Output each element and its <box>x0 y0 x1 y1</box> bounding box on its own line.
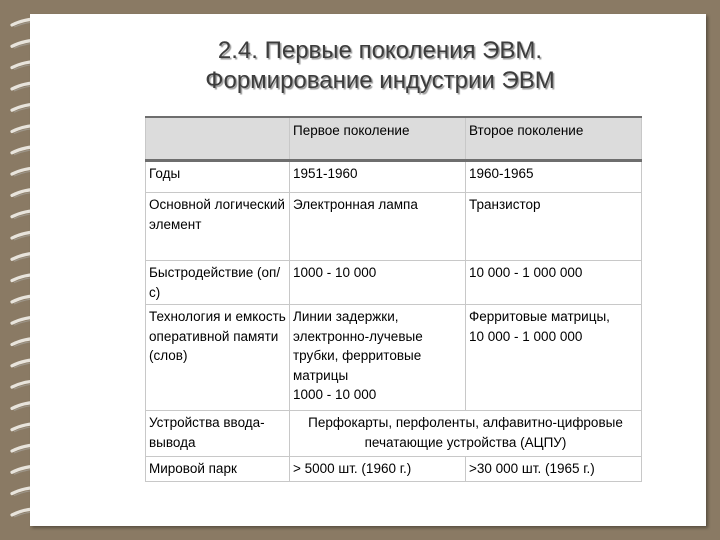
table-header-row <box>146 117 642 161</box>
second-generation-cell: >30 000 шт. (1965 г.) <box>466 457 642 482</box>
first-generation-cell: Электронная лампа <box>290 193 466 261</box>
table-row <box>146 261 642 305</box>
slide-title-line-2: Формирование индустрии ЭВМ <box>205 67 555 94</box>
second-generation-cell: 1960-1965 <box>466 161 642 193</box>
table-row <box>146 161 642 193</box>
generations-table <box>145 116 642 482</box>
second-generation-cell: Транзистор <box>466 193 642 261</box>
header-cell-first-generation: Первое поколение <box>290 117 466 161</box>
first-generation-cell: Линии задержки, электронно-лучевые трубки, ферритовые матрицы 1000 - 10 000 <box>290 305 466 411</box>
table-row <box>146 193 642 261</box>
first-generation-cell: 1951-1960 <box>290 161 466 193</box>
first-generation-cell: 1000 - 10 000 <box>290 261 466 305</box>
table-row <box>146 411 642 457</box>
table-row <box>146 305 642 411</box>
row-label: Мировой парк <box>146 457 290 482</box>
row-label: Устройства ввода-вывода <box>146 411 290 457</box>
row-label: Годы <box>146 161 290 193</box>
second-generation-cell: Ферритовые матрицы, 10 000 - 1 000 000 <box>466 305 642 411</box>
header-cell-empty <box>146 117 290 161</box>
row-label: Быстродействие (оп/с) <box>146 261 290 305</box>
merged-cell: Перфокарты, перфоленты, алфавитно-цифровые печатающие устройства (АЦПУ) <box>290 411 642 457</box>
table-row <box>146 457 642 482</box>
slide-title <box>145 36 615 96</box>
row-label: Основной логический элемент <box>146 193 290 261</box>
first-generation-cell: > 5000 шт. (1960 г.) <box>290 457 466 482</box>
header-cell-second-generation: Второе поколение <box>466 117 642 161</box>
second-generation-cell: 10 000 - 1 000 000 <box>466 261 642 305</box>
slide-title-line-1: 2.4. Первые поколения ЭВМ. <box>217 37 543 64</box>
row-label: Технология и емкость оперативной памяти (слов) <box>146 305 290 411</box>
